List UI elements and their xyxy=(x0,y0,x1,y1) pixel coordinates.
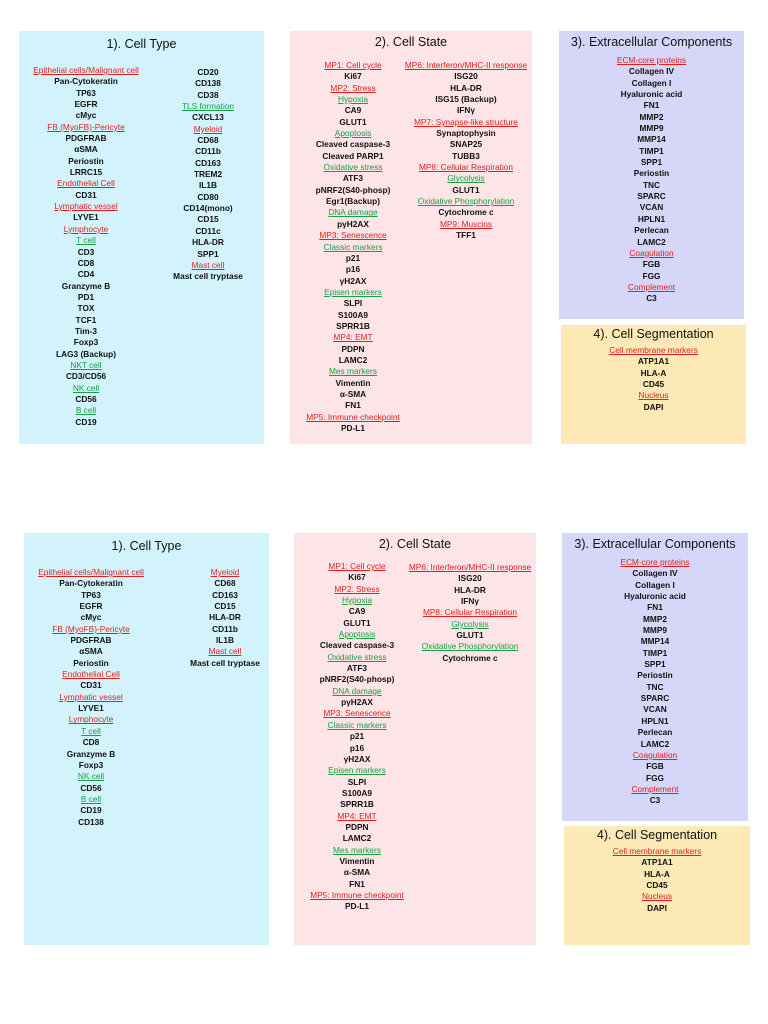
marker-item: pNRF2(S40-phosp) xyxy=(315,184,391,195)
marker-item: Periostin xyxy=(637,670,673,681)
marker-item: FGB xyxy=(646,761,664,772)
marker-item: LRRC15 xyxy=(69,167,103,178)
subcategory-header: Apoptosis xyxy=(334,128,372,139)
subcategory-header: Oxidative Phosphorylation xyxy=(417,196,515,207)
marker-item: LYVE1 xyxy=(78,703,104,714)
subcategory-header: B cell xyxy=(75,405,97,416)
marker-item: PD-L1 xyxy=(341,423,365,433)
marker-list xyxy=(561,345,746,413)
marker-item: HLA-DR xyxy=(454,584,486,595)
marker-item: CD80 xyxy=(197,191,219,202)
marker-item: Perlecan xyxy=(634,225,669,236)
marker-item: PDPN xyxy=(345,821,369,832)
marker-item: HPLN1 xyxy=(637,213,666,224)
marker-item: CD31 xyxy=(75,189,97,200)
marker-item: Synaptophysin xyxy=(436,128,496,139)
marker-item: CD45 xyxy=(646,880,668,891)
marker-item: CD163 xyxy=(212,589,238,600)
category-header: MP4: EMT xyxy=(337,810,377,821)
subcategory-header: Oxidative stress xyxy=(323,162,383,173)
marker-item: CD3 xyxy=(77,246,95,257)
marker-item: MMP9 xyxy=(639,123,664,134)
category-header: MP6: Interferon/MHC-II response xyxy=(408,562,532,572)
marker-item: ATF3 xyxy=(342,173,364,184)
category-header: Nucleus xyxy=(642,891,672,902)
marker-list xyxy=(564,846,750,914)
category-header: Complement xyxy=(627,281,676,292)
marker-item: CD3/CD56 xyxy=(65,371,107,382)
marker-item: Collagen I xyxy=(635,579,675,590)
top-ecm-panel xyxy=(559,31,744,319)
panel-title: 3). Extracellular Components xyxy=(570,35,733,49)
marker-item: αSMA xyxy=(79,646,103,657)
subcategory-header: Classic markers xyxy=(327,719,387,730)
subcategory-header: DNA damage xyxy=(332,685,382,696)
subcategory-header: Mes markers xyxy=(329,366,377,377)
panel-title: 4). Cell Segmentation xyxy=(596,828,718,842)
marker-item: pNRF2(S40-phosp) xyxy=(319,674,395,685)
subcategory-header: Mes markers xyxy=(333,844,381,855)
marker-item: Periostin xyxy=(68,155,104,166)
marker-item: LAMC2 xyxy=(640,738,670,749)
category-header: MP1: Cell cycle xyxy=(328,561,386,571)
marker-item: MMP9 xyxy=(643,625,667,636)
category-header: MP9: Muscins xyxy=(439,218,493,229)
marker-item: HLA-DR xyxy=(192,237,224,248)
category-header: Lymphocyte xyxy=(68,714,114,725)
marker-item: CD11b xyxy=(212,623,238,634)
marker-item: LAG3 (Backup) xyxy=(56,348,116,359)
subcategory-header: Oxidative Phosphorylation xyxy=(421,641,519,652)
top-cell-type-panel xyxy=(19,31,264,444)
marker-item: SLPI xyxy=(347,776,367,787)
marker-item: CD11b xyxy=(195,146,221,157)
category-header: Coagulation xyxy=(632,749,678,760)
marker-item: C3 xyxy=(649,795,661,806)
marker-item: CD68 xyxy=(214,578,236,589)
category-header: MP5: Immune checkpoint xyxy=(310,889,404,900)
marker-item: S100A9 xyxy=(342,787,372,798)
category-header: Endothelial Cell xyxy=(57,178,115,189)
marker-item: Mast cell tryptase xyxy=(173,271,243,282)
marker-item: Collagen I xyxy=(631,77,672,88)
marker-item: Collagen IV xyxy=(632,568,678,579)
marker-item: CD56 xyxy=(75,393,97,404)
marker-list-right xyxy=(153,67,263,283)
marker-item: ATP1A1 xyxy=(641,857,673,868)
bottom-cell-type-panel xyxy=(24,533,269,945)
marker-item: MMP2 xyxy=(643,613,667,624)
marker-item: HPLN1 xyxy=(641,715,669,726)
marker-item: C3 xyxy=(646,293,657,304)
category-header: FB (MyoFB)-Pericyte xyxy=(52,623,130,634)
category-header: MP7: Synapse-like structure xyxy=(414,116,518,127)
marker-item: SPRR1B xyxy=(336,320,370,331)
marker-item: TIMP1 xyxy=(642,647,668,658)
category-header: Lymphocyte xyxy=(63,223,109,234)
marker-item: Vimentin xyxy=(335,377,371,388)
marker-item: TCF1 xyxy=(75,314,97,325)
category-header: Mast cell xyxy=(208,646,242,657)
marker-item: PDPN xyxy=(341,343,365,354)
category-header: MP3: Senescence xyxy=(323,708,391,719)
panel-title: 3). Extracellular Components xyxy=(574,537,736,551)
marker-item: CD20 xyxy=(197,67,219,77)
marker-item: Periostin xyxy=(633,168,670,179)
subcategory-header: Hypoxia xyxy=(338,94,368,105)
category-header: Cell membrane markers xyxy=(609,345,698,355)
marker-item: pγH2AX xyxy=(341,697,373,708)
marker-item: Pan-Cytokeratin xyxy=(54,76,118,87)
marker-item: FGG xyxy=(642,270,661,281)
marker-item: CD31 xyxy=(80,680,102,691)
marker-item: CD19 xyxy=(75,416,97,427)
marker-item: IL1B xyxy=(199,180,217,191)
marker-item: Foxp3 xyxy=(78,759,104,770)
marker-item: DAPI xyxy=(643,401,664,412)
marker-item: TP63 xyxy=(81,589,101,600)
marker-item: p21 xyxy=(345,252,361,263)
marker-list-right xyxy=(170,567,280,669)
marker-item: LAMC2 xyxy=(637,236,666,247)
marker-item: HLA-A xyxy=(640,367,667,378)
marker-item: SPP1 xyxy=(640,157,663,168)
category-header: MP3: Senescence xyxy=(319,230,387,241)
marker-item: HLA-DR xyxy=(209,612,241,623)
bottom-ecm-panel xyxy=(562,533,748,821)
marker-list xyxy=(559,55,744,305)
marker-item: Ki67 xyxy=(344,71,362,82)
subcategory-header: NK cell xyxy=(77,771,105,782)
subcategory-header: Classic markers xyxy=(323,241,383,252)
category-header: MP2: Stress xyxy=(334,583,380,594)
category-header: Myeloid xyxy=(210,567,240,577)
category-header: MP4: EMT xyxy=(333,332,373,343)
marker-item: S100A9 xyxy=(338,309,368,320)
category-header: MP5: Immune checkpoint xyxy=(306,411,400,422)
marker-list-left xyxy=(24,65,148,428)
subcategory-header: TLS formation xyxy=(181,101,235,112)
category-header: Lymphatic vessel xyxy=(59,691,123,702)
marker-item: GLUT1 xyxy=(452,184,480,195)
category-header: FB (MyoFB)-Pericyte xyxy=(47,121,125,132)
marker-item: CD8 xyxy=(82,737,100,748)
marker-list-right xyxy=(406,562,534,664)
marker-item: PD-L1 xyxy=(345,901,369,912)
marker-item: LAMC2 xyxy=(342,833,372,844)
marker-item: ATP1A1 xyxy=(637,356,670,367)
marker-item: Cytochrome c xyxy=(438,207,494,218)
marker-item: Cleaved caspase-3 xyxy=(315,139,391,150)
marker-item: cMyc xyxy=(80,612,102,623)
marker-item: DAPI xyxy=(647,902,667,913)
marker-item: FN1 xyxy=(647,602,663,613)
marker-item: p16 xyxy=(345,264,361,275)
marker-item: Tim-3 xyxy=(75,325,97,336)
subcategory-header: T cell xyxy=(81,725,101,736)
bottom-segmentation-panel xyxy=(564,826,750,945)
category-header: Endothelial Cell xyxy=(62,669,120,680)
panel-title: 2). Cell State xyxy=(378,537,452,551)
marker-item: SNAP25 xyxy=(449,139,483,150)
panel-title: 1). Cell Type xyxy=(106,37,177,51)
subcategory-header: Glycolysis xyxy=(447,173,485,184)
subcategory-header: NKT cell xyxy=(70,359,102,370)
marker-item: p16 xyxy=(349,742,365,753)
marker-item: HLA-DR xyxy=(450,82,482,93)
marker-item: FN1 xyxy=(345,400,361,411)
marker-item: Perlecan xyxy=(637,727,673,738)
marker-item: CD19 xyxy=(80,805,102,816)
subcategory-header: Apoptosis xyxy=(338,629,376,640)
marker-list-right xyxy=(402,60,530,242)
category-header: MP8: Cellular Respiration xyxy=(418,162,514,173)
category-header: ECM-core proteins xyxy=(616,55,687,65)
marker-item: CD4 xyxy=(77,269,95,280)
marker-item: FGB xyxy=(642,259,661,270)
marker-item: EGFR xyxy=(79,601,103,612)
marker-item: TOX xyxy=(77,303,95,314)
marker-item: MMP14 xyxy=(637,134,666,145)
marker-item: CA9 xyxy=(344,105,362,116)
category-header: Mast cell xyxy=(191,259,225,270)
marker-item: Periostin xyxy=(73,657,109,668)
subcategory-header: Oxidative stress xyxy=(327,651,387,662)
subcategory-header: Episen markers xyxy=(324,286,382,297)
marker-item: Foxp3 xyxy=(73,337,99,348)
marker-item: CD11c xyxy=(195,225,221,236)
marker-item: IL1B xyxy=(216,635,234,646)
marker-item: FGG xyxy=(646,772,664,783)
category-header: Complement xyxy=(631,783,679,794)
marker-item: CD38 xyxy=(197,89,219,100)
category-header: MP1: Cell cycle xyxy=(324,60,382,70)
marker-item: Ki67 xyxy=(348,572,366,583)
category-header: MP2: Stress xyxy=(330,82,376,93)
marker-item: EGFR xyxy=(74,99,98,110)
category-header: Epithelial cells/Malignant cell xyxy=(33,65,139,75)
category-header: Cell membrane markers xyxy=(612,846,702,856)
marker-item: CD163 xyxy=(195,157,221,168)
panel-title: 1). Cell Type xyxy=(111,539,182,553)
marker-item: FN1 xyxy=(643,100,660,111)
marker-item: HLA-A xyxy=(644,868,670,879)
marker-item: Granzyme B xyxy=(61,280,111,291)
subcategory-header: T cell xyxy=(76,235,96,246)
marker-item: SPARC xyxy=(637,191,666,202)
marker-item: Pan-Cytokeratin xyxy=(59,578,123,589)
marker-list-left xyxy=(29,567,153,828)
marker-item: CD138 xyxy=(195,78,221,89)
subcategory-header: Episen markers xyxy=(328,765,386,776)
marker-item: pγH2AX xyxy=(337,218,369,229)
marker-item: CD15 xyxy=(214,601,236,612)
marker-item: Cleaved PARP1 xyxy=(322,150,384,161)
category-header: MP6: Interferon/MHC-II response xyxy=(404,60,528,70)
category-header: Myeloid xyxy=(193,123,223,134)
marker-item: GLUT1 xyxy=(456,630,484,641)
marker-item: γH2AX xyxy=(339,275,367,286)
marker-item: MMP2 xyxy=(639,111,664,122)
marker-item: ISG20 xyxy=(458,573,482,584)
marker-item: αSMA xyxy=(74,144,98,155)
marker-item: ATF3 xyxy=(346,663,368,674)
marker-item: Vimentin xyxy=(339,855,375,866)
marker-list-left xyxy=(298,60,408,434)
marker-item: TP63 xyxy=(76,87,96,98)
marker-item: Mast cell tryptase xyxy=(190,657,260,668)
marker-item: PDGFRAB xyxy=(70,635,112,646)
marker-item: TREM2 xyxy=(193,169,223,180)
marker-item: PDGFRAB xyxy=(65,133,107,144)
marker-item: FN1 xyxy=(349,878,365,889)
marker-item: GLUT1 xyxy=(339,116,367,127)
marker-item: ISG15 (Backup) xyxy=(435,94,497,105)
marker-item: p21 xyxy=(349,731,365,742)
marker-item: SPP1 xyxy=(197,248,219,259)
marker-item: LYVE1 xyxy=(73,212,99,223)
marker-item: cMyc xyxy=(75,110,97,121)
marker-item: SPRR1B xyxy=(340,799,374,810)
subcategory-header: DNA damage xyxy=(328,207,378,218)
top-cell-state-panel xyxy=(290,31,532,444)
marker-item: CD45 xyxy=(642,379,665,390)
category-header: Coagulation xyxy=(629,247,674,258)
category-header: ECM-core proteins xyxy=(620,557,690,567)
marker-item: Hyaluronic acid xyxy=(624,591,686,602)
marker-item: γH2AX xyxy=(343,753,371,764)
marker-item: TFF1 xyxy=(456,230,476,241)
marker-item: CD8 xyxy=(77,257,95,268)
marker-item: CD14(mono) xyxy=(183,203,233,214)
marker-item: Cleaved caspase-3 xyxy=(319,640,395,651)
category-header: MP8: Cellular Respiration xyxy=(422,607,518,618)
panel-title: 4). Cell Segmentation xyxy=(593,327,714,341)
panel-title: 2). Cell State xyxy=(374,35,448,49)
bottom-cell-state-panel xyxy=(294,533,536,945)
marker-item: CA9 xyxy=(348,606,366,617)
category-header: Lymphatic vessel xyxy=(54,201,118,212)
marker-item: α-SMA xyxy=(343,867,371,878)
marker-item: TNC xyxy=(642,179,661,190)
subcategory-header: B cell xyxy=(80,793,102,804)
top-segmentation-panel xyxy=(561,325,746,444)
marker-item: Granzyme B xyxy=(66,748,116,759)
marker-item: CD15 xyxy=(197,214,219,225)
marker-item: TNC xyxy=(646,681,664,692)
marker-item: SLPI xyxy=(343,298,363,309)
marker-item: IFNγ xyxy=(457,105,475,116)
marker-item: CD56 xyxy=(80,782,102,793)
marker-item: α-SMA xyxy=(339,388,367,399)
marker-item: CXCL13 xyxy=(192,112,224,123)
marker-list xyxy=(562,557,748,807)
marker-item: LAMC2 xyxy=(338,354,368,365)
subcategory-header: Glycolysis xyxy=(451,618,489,629)
subcategory-header: NK cell xyxy=(72,382,100,393)
marker-item: CD138 xyxy=(78,816,104,827)
marker-list-left xyxy=(302,561,412,913)
category-header: Epithelial cells/Malignant cell xyxy=(38,567,144,577)
marker-item: GLUT1 xyxy=(343,617,371,628)
marker-item: SPP1 xyxy=(644,659,666,670)
marker-item: VCAN xyxy=(639,202,664,213)
marker-item: Hyaluronic acid xyxy=(620,89,683,100)
marker-item: Egr1(Backup) xyxy=(326,196,380,207)
marker-item: TIMP1 xyxy=(639,145,664,156)
marker-item: TUBB3 xyxy=(452,150,480,161)
subcategory-header: Hypoxia xyxy=(342,595,372,606)
category-header: Nucleus xyxy=(638,390,669,401)
marker-item: MMP14 xyxy=(640,636,670,647)
marker-item: Collagen IV xyxy=(628,66,675,77)
marker-item: VCAN xyxy=(643,704,667,715)
marker-item: CD68 xyxy=(197,135,219,146)
marker-item: PD1 xyxy=(77,291,95,302)
marker-item: Cytochrome c xyxy=(442,652,498,663)
marker-item: SPARC xyxy=(640,693,670,704)
marker-item: IFNγ xyxy=(461,596,479,607)
marker-item: ISG20 xyxy=(454,71,478,82)
